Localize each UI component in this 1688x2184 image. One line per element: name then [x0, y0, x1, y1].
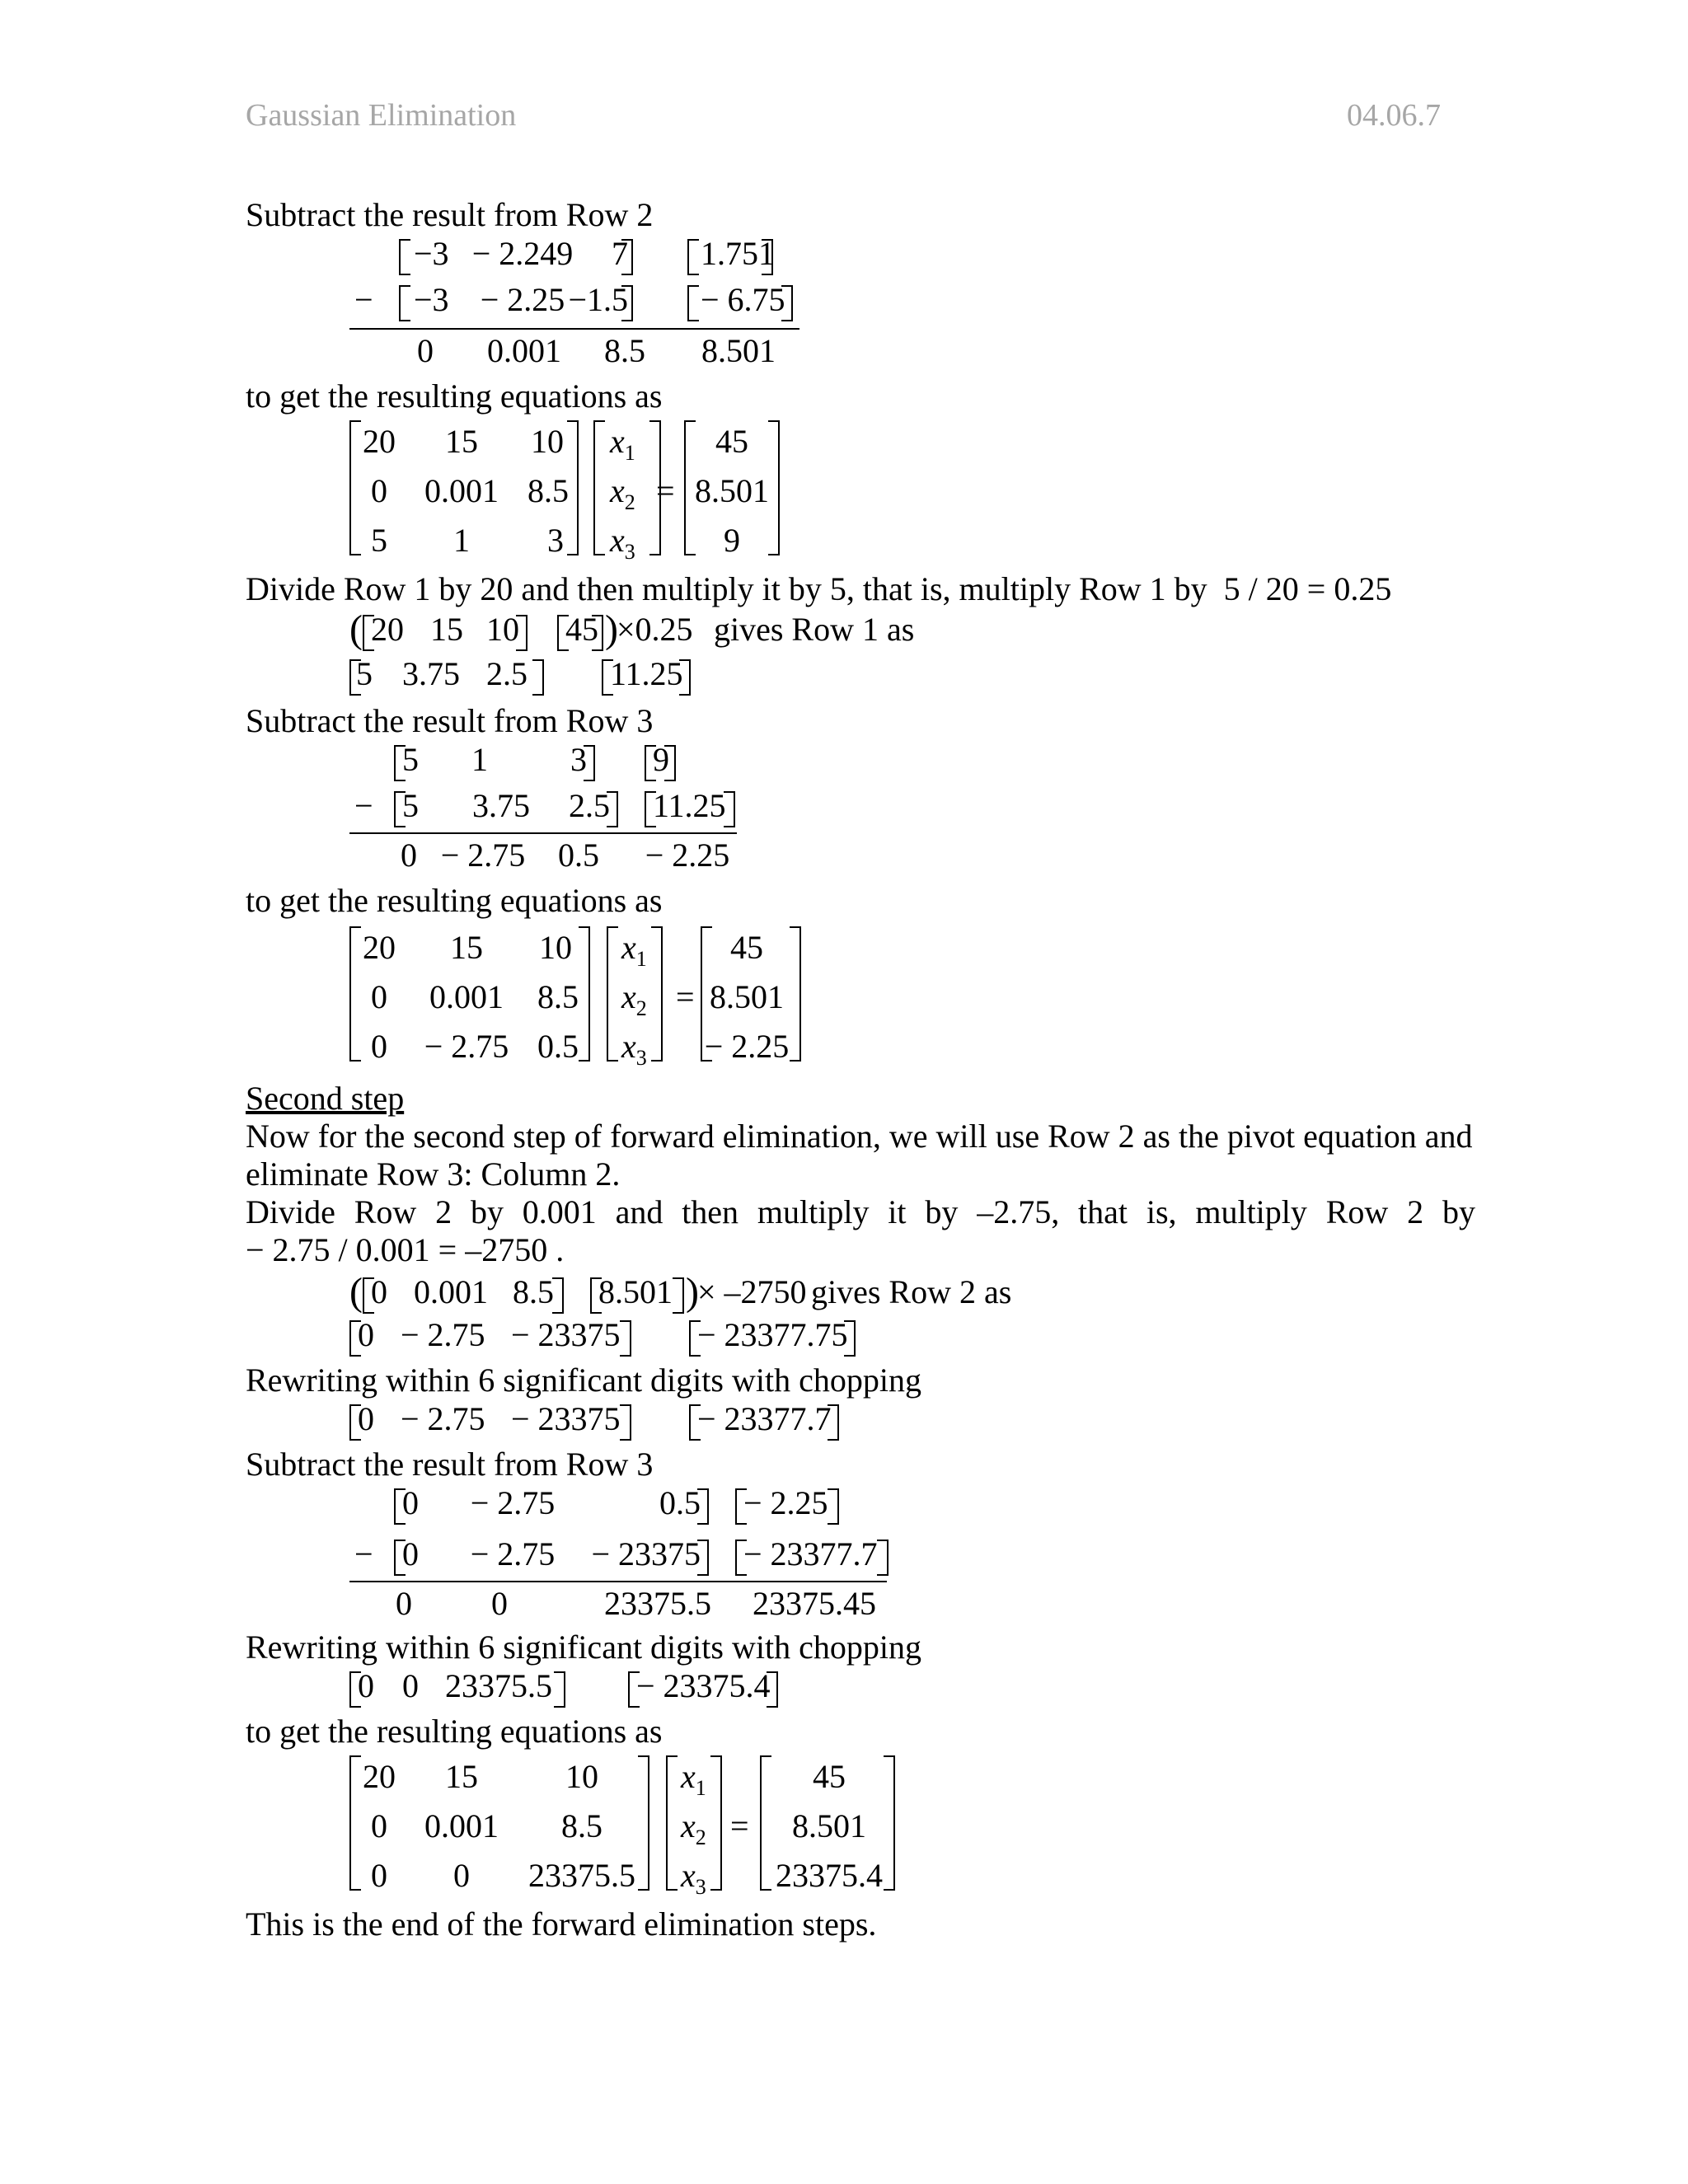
- cell: 11.25: [610, 655, 683, 692]
- cell: 0: [358, 1400, 374, 1437]
- paren: ): [605, 607, 618, 651]
- cell: 45: [813, 1758, 846, 1795]
- paragraph: to get the resulting equations as: [246, 1713, 663, 1750]
- bracket: [768, 420, 780, 555]
- bracket: [554, 1671, 565, 1708]
- cell: 23375.5: [604, 1585, 711, 1622]
- cell: 2.5: [486, 655, 528, 692]
- paragraph-justified: Divide Row 2 by 0.001 and then multiply it by –2.75, that is, multiply Row 2 by: [246, 1193, 1475, 1230]
- cell: 0: [453, 1857, 470, 1894]
- cell: − 23375: [511, 1400, 621, 1437]
- cell: − 23377.7: [743, 1535, 878, 1572]
- cell: 0: [358, 1667, 374, 1704]
- cell: − 2.249: [471, 235, 574, 272]
- rule: [349, 1581, 887, 1582]
- paragraph: Now for the second step of forward elimination, we will use Row 2 as the pivot equation and: [246, 1118, 1473, 1155]
- cell: 3.75: [472, 787, 530, 824]
- bracket: [697, 1540, 709, 1576]
- bracket: [679, 659, 691, 696]
- bracket: [762, 239, 773, 275]
- cell: 0: [491, 1585, 508, 1622]
- paragraph: This is the end of the forward elimination steps.: [246, 1905, 877, 1943]
- cell: 20: [363, 929, 396, 966]
- cell: 0: [417, 332, 434, 369]
- cell: 10: [531, 423, 564, 460]
- cell: 0: [396, 1585, 412, 1622]
- cell: −3: [414, 235, 449, 272]
- cell: −1.5: [568, 281, 628, 318]
- paragraph: eliminate Row 3: Column 2.: [246, 1155, 621, 1193]
- cell: 0.5: [659, 1484, 701, 1521]
- bracket: [790, 926, 801, 1062]
- cell: 10: [486, 611, 519, 648]
- cell: 0: [402, 1667, 419, 1704]
- bracket: [710, 1755, 722, 1891]
- cell: 10: [565, 1758, 598, 1795]
- cell: 1.751: [701, 235, 775, 272]
- rule: [349, 328, 799, 330]
- cell: 0: [401, 837, 417, 874]
- bracket: [666, 1755, 678, 1891]
- bracket: [684, 420, 696, 555]
- cell: − 2.75: [401, 1400, 485, 1437]
- bracket: [651, 926, 663, 1062]
- cell: 45: [730, 929, 763, 966]
- cell: − 2.25: [645, 837, 730, 874]
- cell: − 2.25: [704, 1028, 790, 1065]
- paragraph: to get the resulting equations as: [246, 882, 663, 919]
- rule: [349, 832, 737, 834]
- bracket: [349, 926, 361, 1062]
- minus-sign: −: [354, 787, 373, 824]
- cell: 8.5: [513, 1273, 554, 1310]
- factor: × –2750: [697, 1273, 807, 1310]
- cell: −3: [414, 281, 449, 318]
- bracket: [607, 791, 618, 827]
- bracket: [592, 615, 603, 651]
- paragraph: Rewriting within 6 significant digits with chopping: [246, 1361, 921, 1399]
- cell: 20: [363, 1758, 396, 1795]
- cell: 0: [371, 1028, 387, 1065]
- paragraph: Subtract the result from Row 3: [246, 1446, 654, 1483]
- bracket: [664, 745, 676, 781]
- bracket: [593, 420, 605, 555]
- cell: 0.001: [424, 472, 499, 509]
- bracket: [673, 1277, 684, 1314]
- paren: ): [686, 1270, 699, 1314]
- cell: − 23377.75: [697, 1316, 848, 1353]
- bracket: [584, 745, 595, 781]
- cell: − 23375: [591, 1535, 701, 1572]
- cell: 8.5: [604, 332, 645, 369]
- cell: 0: [371, 1857, 387, 1894]
- bracket: [621, 239, 633, 275]
- cell: 0.001: [429, 978, 504, 1015]
- cell: 8.501: [792, 1807, 866, 1844]
- cell: 9: [724, 522, 740, 559]
- cell: 0.001: [424, 1807, 499, 1844]
- bracket: [567, 420, 579, 555]
- cell: 0.5: [558, 837, 599, 874]
- paragraph: − 2.75 / 0.001 = –2750 .: [246, 1231, 565, 1268]
- cell: − 2.75: [401, 1316, 485, 1353]
- cell: 0: [371, 978, 387, 1015]
- paren: (: [349, 607, 363, 651]
- cell: 8.5: [528, 472, 569, 509]
- bracket: [349, 420, 361, 555]
- cell: − 2.75: [440, 837, 526, 874]
- variable: $x_3$: [621, 1028, 647, 1070]
- page-number: 04.06.7: [1347, 98, 1441, 133]
- bracket: [621, 285, 633, 321]
- bracket: [697, 1488, 709, 1525]
- bracket: [516, 615, 528, 651]
- bracket: [638, 1755, 649, 1891]
- cell: 0: [371, 1807, 387, 1844]
- bracket: [532, 659, 544, 696]
- cell: 0: [358, 1316, 374, 1353]
- factor: ×0.25: [617, 611, 693, 648]
- variable: $x_3$: [681, 1857, 706, 1899]
- text: gives Row 1 as: [714, 611, 915, 648]
- bracket: [767, 1671, 778, 1708]
- minus-sign: −: [354, 1535, 373, 1572]
- equals-sign: =: [656, 472, 675, 509]
- cell: 3: [570, 741, 587, 778]
- paren: (: [349, 1270, 363, 1314]
- bracket: [877, 1540, 889, 1576]
- bracket: [724, 791, 735, 827]
- cell: 5: [402, 741, 419, 778]
- cell: 0: [402, 1535, 419, 1572]
- bracket: [620, 1404, 631, 1441]
- cell: 7: [612, 235, 628, 272]
- paragraph: to get the resulting equations as: [246, 377, 663, 415]
- variable: $x_1$: [681, 1758, 706, 1800]
- cell: 0.001: [487, 332, 561, 369]
- cell: 20: [371, 611, 404, 648]
- cell: 23375.45: [753, 1585, 876, 1622]
- section-heading: Second step: [246, 1080, 405, 1117]
- cell: 15: [445, 1758, 478, 1795]
- cell: 5: [371, 522, 387, 559]
- cell: 0.5: [537, 1028, 579, 1065]
- variable: $x_3$: [610, 522, 635, 564]
- cell: − 2.25: [480, 281, 565, 318]
- cell: − 23375.4: [636, 1667, 771, 1704]
- cell: 3.75: [402, 655, 460, 692]
- variable: $x_1$: [621, 929, 647, 971]
- cell: 0: [371, 1273, 387, 1310]
- cell: 15: [445, 423, 478, 460]
- cell: 0.001: [414, 1273, 488, 1310]
- paragraph: Divide Row 1 by 20 and then multiply it by 5, that is, multiply Row 1 by 5 / 20 = 0.25: [246, 570, 1392, 607]
- bracket: [781, 285, 793, 321]
- cell: − 2.25: [743, 1484, 828, 1521]
- bracket: [399, 285, 410, 321]
- bracket: [828, 1488, 839, 1525]
- cell: 45: [715, 423, 748, 460]
- bracket: [607, 926, 618, 1062]
- bracket: [844, 1320, 856, 1357]
- bracket: [760, 1755, 771, 1891]
- cell: 45: [565, 611, 598, 648]
- cell: 3: [547, 522, 564, 559]
- running-header-title: Gaussian Elimination: [246, 98, 517, 133]
- cell: 10: [539, 929, 572, 966]
- variable: $x_2$: [681, 1807, 706, 1849]
- cell: 8.501: [598, 1273, 673, 1310]
- cell: 15: [450, 929, 483, 966]
- cell: 8.5: [537, 978, 579, 1015]
- cell: 23375.5: [528, 1857, 635, 1894]
- cell: − 6.75: [701, 281, 785, 318]
- paragraph: Rewriting within 6 significant digits with chopping: [246, 1629, 921, 1666]
- bracket: [884, 1755, 895, 1891]
- cell: 5: [356, 655, 373, 692]
- cell: 15: [430, 611, 463, 648]
- cell: 9: [653, 741, 669, 778]
- bracket: [399, 239, 410, 275]
- variable: $x_1$: [610, 423, 635, 465]
- variable: $x_2$: [610, 472, 635, 514]
- cell: − 23377.7: [697, 1400, 832, 1437]
- cell: − 2.75: [470, 1484, 556, 1521]
- text: gives Row 2 as: [811, 1273, 1012, 1310]
- variable: $x_2$: [621, 978, 647, 1020]
- equals-sign: =: [676, 978, 695, 1015]
- bracket: [687, 285, 699, 321]
- cell: 0: [402, 1484, 419, 1521]
- cell: 23375.5: [445, 1667, 552, 1704]
- cell: 2.5: [569, 787, 610, 824]
- paragraph: Subtract the result from Row 2: [246, 196, 654, 233]
- cell: − 23375: [511, 1316, 621, 1353]
- bracket: [579, 926, 590, 1062]
- minus-sign: −: [354, 281, 373, 318]
- cell: 0: [371, 472, 387, 509]
- cell: 20: [363, 423, 396, 460]
- equals-sign: =: [730, 1807, 749, 1844]
- cell: − 2.75: [424, 1028, 509, 1065]
- bracket: [687, 239, 699, 275]
- cell: 8.501: [710, 978, 784, 1015]
- cell: 23375.4: [776, 1857, 883, 1894]
- cell: 8.501: [695, 472, 769, 509]
- cell: − 2.75: [470, 1535, 556, 1572]
- bracket: [349, 1755, 361, 1891]
- cell: 1: [471, 741, 488, 778]
- cell: 8.5: [561, 1807, 603, 1844]
- cell: 1: [453, 522, 470, 559]
- cell: 8.501: [701, 332, 776, 369]
- paragraph: Subtract the result from Row 3: [246, 702, 654, 739]
- bracket: [552, 1277, 564, 1314]
- cell: 5: [402, 787, 419, 824]
- cell: 11.25: [653, 787, 726, 824]
- bracket: [620, 1320, 631, 1357]
- bracket: [828, 1404, 839, 1441]
